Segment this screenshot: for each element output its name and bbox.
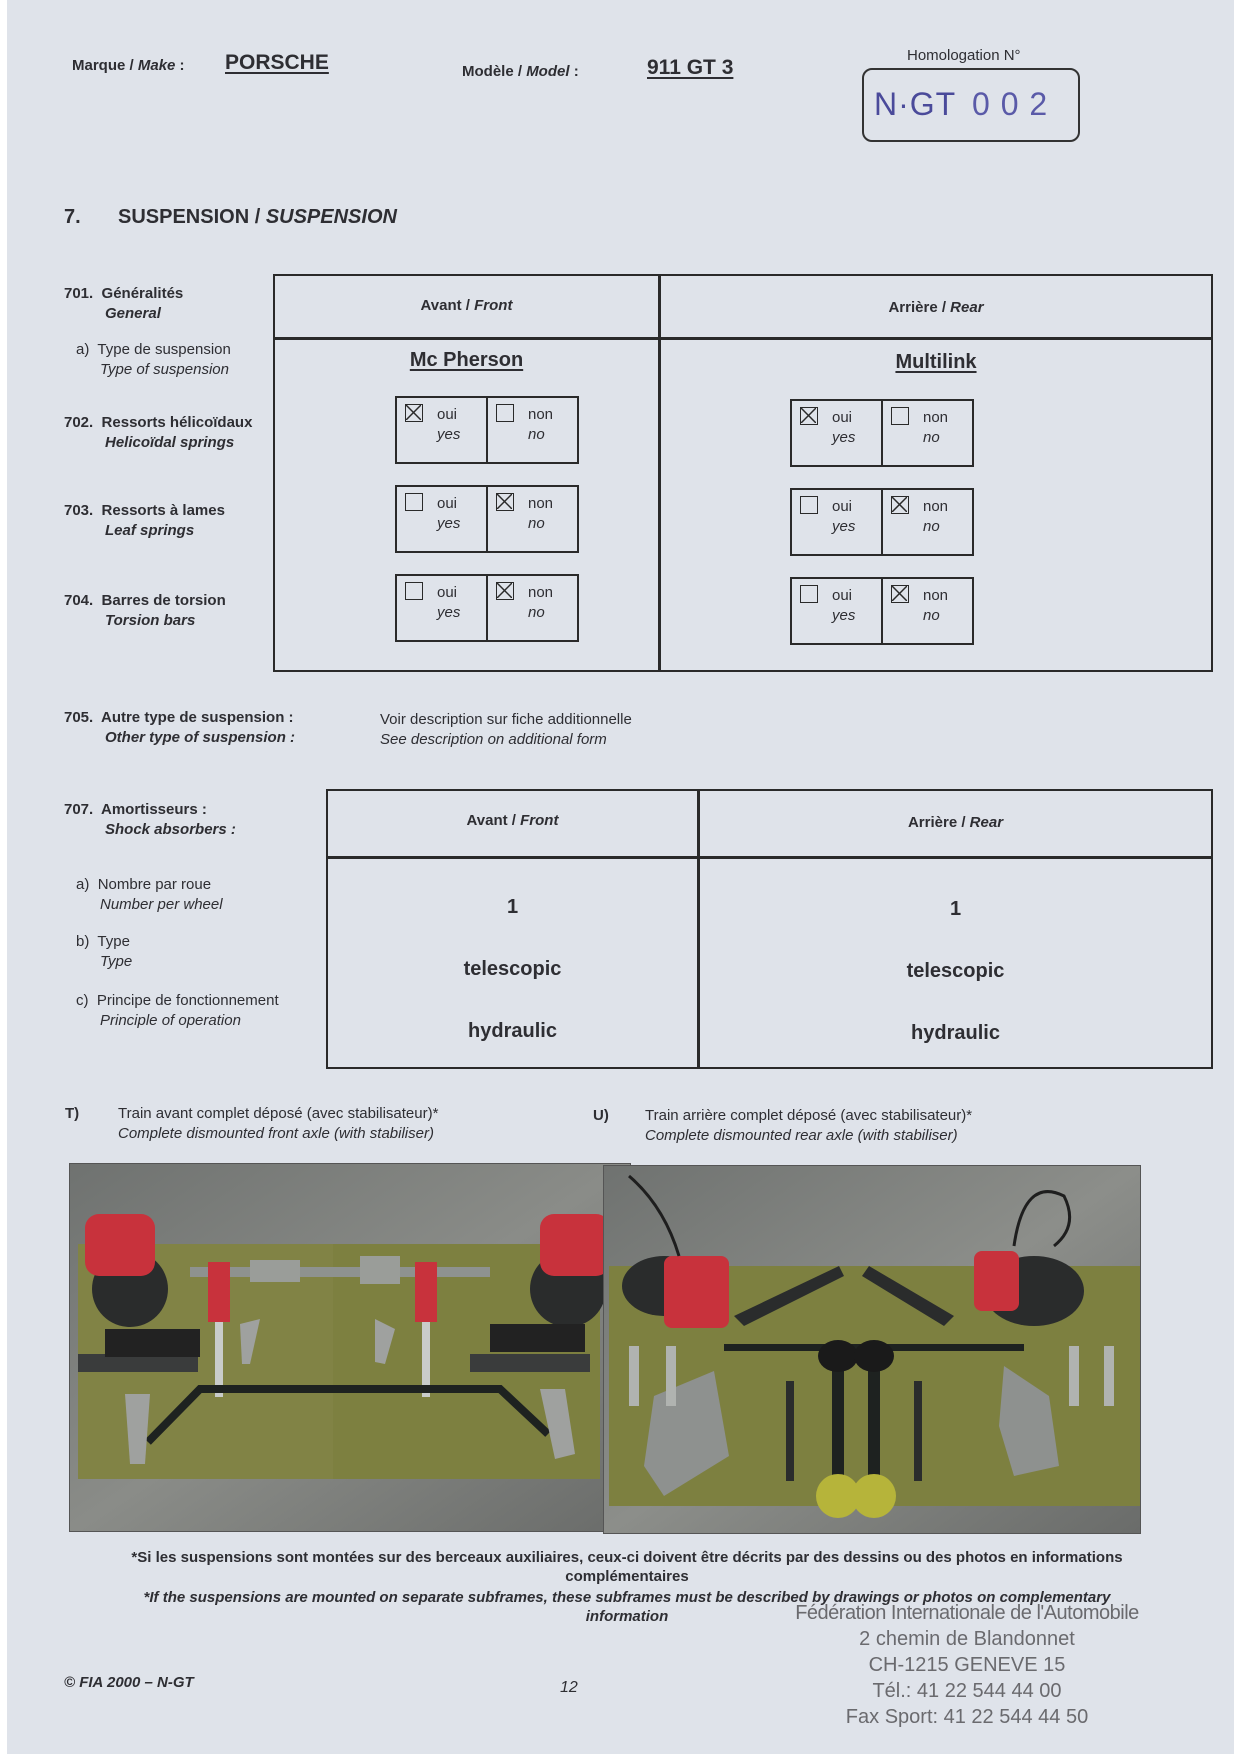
yes-label-fr: oui: [437, 495, 458, 512]
front-shock-type: telescopic: [463, 958, 562, 980]
shock-column-rear-en: Rear: [969, 814, 1004, 831]
yes-option[interactable]: [792, 490, 881, 554]
item-707c-fr: Principe de fonctionnement: [96, 992, 279, 1009]
rear-axle-photo: [603, 1165, 1141, 1534]
item-707a-en: Number per wheel: [100, 896, 223, 913]
item-702: [64, 413, 252, 453]
shock-table-header-divider: [326, 856, 1213, 859]
item-705: [64, 708, 295, 748]
page-number: 12: [560, 1679, 578, 1696]
checkbox-no[interactable]: [496, 404, 514, 422]
homologation-number: 0 0 2: [972, 86, 1049, 122]
yes-label-en: yes: [832, 607, 856, 624]
checkbox-yes[interactable]: [405, 404, 423, 422]
column-front-fr: Avant /: [420, 297, 475, 314]
photo-u-caption-en: Complete dismounted rear axle (with stabiliser): [645, 1127, 958, 1144]
item-707: [64, 800, 236, 840]
item-707c-en: Principle of operation: [100, 1012, 241, 1029]
stamp-line4: Tél.: 41 22 544 44 00: [872, 1680, 1062, 1702]
rear-suspension-type: Multilink: [895, 351, 977, 373]
item-707b-letter: b): [76, 933, 90, 950]
stamp-line5: Fax Sport: 41 22 544 44 50: [845, 1706, 1089, 1728]
item-705-value: [380, 710, 632, 750]
yes-option[interactable]: [792, 579, 881, 643]
rear-shock-principle: hydraulic: [911, 1022, 1000, 1044]
rear-shock-number: 1: [949, 898, 962, 920]
item-703-number: 703.: [64, 502, 94, 519]
yes-label-en: yes: [437, 604, 461, 621]
checkmark-x-icon: [892, 586, 907, 601]
yes-label-en: yes: [437, 515, 461, 532]
item-707a: [76, 875, 223, 915]
checkbox-yes[interactable]: [405, 582, 423, 600]
front-shock-number: 1: [506, 896, 519, 918]
item-701-en: General: [105, 305, 161, 322]
no-option[interactable]: [881, 401, 972, 465]
item-701: [64, 284, 183, 324]
item-703: [64, 501, 225, 541]
item-704-number: 704.: [64, 592, 94, 609]
item-701a-en: Type of suspension: [100, 361, 229, 378]
item-707c: [76, 991, 279, 1031]
item-705-value-en: See description on additional form: [380, 731, 607, 748]
footnote-fr-line2: complémentaires: [565, 1568, 689, 1585]
yes-option[interactable]: [397, 487, 486, 551]
make-label-en: Make: [137, 57, 176, 74]
item-704: [64, 591, 226, 631]
copyright: © FIA 2000 – N-GT: [64, 1674, 194, 1691]
rear-shock-type: telescopic: [906, 960, 1005, 982]
no-label-en: no: [923, 518, 940, 535]
footnote-fr-line1: *Si les suspensions sont montées sur des berceaux auxiliaires, ceux-ci doivent être décrits par des dessins ou des photos en informations: [131, 1549, 1123, 1566]
section-title-fr: SUSPENSION /: [118, 206, 266, 228]
item-705-number: 705.: [64, 709, 94, 726]
item-705-value-fr: Voir description sur fiche additionnelle: [380, 711, 632, 728]
no-label-fr: non: [923, 498, 949, 515]
no-option[interactable]: [486, 398, 577, 462]
leaf-springs-rear-choice: [790, 488, 974, 556]
shock-column-header-front: [328, 812, 697, 829]
model-label-en: Model: [526, 63, 570, 80]
photo-u-caption-fr: Train arrière complet déposé (avec stabilisateur)*: [645, 1107, 973, 1124]
checkbox-no[interactable]: [891, 496, 909, 514]
item-701-fr: Généralités: [101, 285, 184, 302]
no-option[interactable]: [486, 487, 577, 551]
item-707-number: 707.: [64, 801, 94, 818]
yes-label-fr: oui: [832, 409, 853, 426]
model-value: 911 GT 3: [647, 56, 734, 79]
no-label-fr: non: [528, 495, 554, 512]
checkmark-x-icon: [406, 405, 421, 420]
front-suspension-type: Mc Pherson: [409, 349, 524, 371]
shock-column-header-rear: [699, 814, 1212, 831]
column-front-en: Front: [474, 297, 513, 314]
homologation-box: [862, 68, 1080, 142]
photo-u-caption: [645, 1106, 972, 1146]
table-header-divider: [273, 337, 1213, 340]
checkbox-yes[interactable]: [800, 407, 818, 425]
model-label: [462, 63, 579, 80]
shock-column-front-en: Front: [520, 812, 559, 829]
yes-option[interactable]: [397, 576, 486, 640]
item-707a-fr: Nombre par roue: [97, 876, 212, 893]
checkmark-x-icon: [801, 408, 816, 423]
yes-label-fr: oui: [437, 406, 458, 423]
item-703-en: Leaf springs: [105, 522, 195, 539]
make-label: [72, 57, 185, 74]
yes-option[interactable]: [792, 401, 881, 465]
item-704-en: Torsion bars: [105, 612, 196, 629]
no-label-fr: non: [528, 584, 554, 601]
checkbox-no[interactable]: [891, 407, 909, 425]
photo-u-letter: U): [593, 1107, 609, 1124]
item-704-fr: Barres de torsion: [101, 592, 226, 609]
fia-address-stamp: [732, 1600, 1202, 1750]
photo-t-letter: T): [65, 1105, 80, 1122]
helicoidal-springs-rear-choice: [790, 399, 974, 467]
torsion-bars-rear-choice: [790, 577, 974, 645]
leaf-springs-front-choice: [395, 485, 579, 553]
yes-label-fr: oui: [832, 587, 853, 604]
make-colon: :: [175, 57, 185, 74]
stamp-line3: CH-1215 GENEVE 15: [868, 1654, 1066, 1676]
no-label-en: no: [528, 604, 545, 621]
no-label-fr: non: [528, 406, 554, 423]
photo-t-caption: [118, 1104, 438, 1144]
item-702-number: 702.: [64, 414, 94, 431]
checkbox-no[interactable]: [891, 585, 909, 603]
column-header-rear: [660, 299, 1212, 316]
make-value: PORSCHE: [225, 51, 329, 74]
table-divider: [658, 274, 661, 672]
no-option[interactable]: [881, 490, 972, 554]
column-rear-fr: Arrière /: [888, 299, 951, 316]
stamp-line2: 2 chemin de Blandonnet: [859, 1628, 1075, 1650]
checkbox-yes[interactable]: [800, 496, 818, 514]
item-707-fr: Amortisseurs :: [100, 801, 207, 818]
yes-label-en: yes: [437, 426, 461, 443]
document-page: [7, 0, 1234, 1754]
item-701a-fr: Type de suspension: [97, 341, 231, 358]
front-shock-principle: hydraulic: [468, 1020, 557, 1042]
yes-label-fr: oui: [437, 584, 458, 601]
helicoidal-springs-front-choice: [395, 396, 579, 464]
checkmark-x-icon: [497, 583, 512, 598]
yes-label-fr: oui: [832, 498, 853, 515]
item-703-fr: Ressorts à lames: [101, 502, 225, 519]
item-707a-letter: a): [76, 876, 90, 893]
no-label-en: no: [923, 607, 940, 624]
homologation-prefix: N·GT: [874, 86, 957, 122]
shock-column-front-fr: Avant /: [466, 812, 521, 829]
footnote-en-line2: information: [585, 1608, 669, 1625]
item-707-en: Shock absorbers :: [105, 821, 236, 838]
section-title-en: SUSPENSION: [265, 206, 397, 228]
item-707b: [76, 932, 132, 972]
item-707b-en: Type: [100, 953, 133, 970]
item-702-en: Helicoïdal springs: [105, 434, 235, 451]
section-title: [118, 206, 397, 229]
model-label-fr: Modèle /: [462, 63, 527, 80]
make-label-fr: Marque /: [72, 57, 138, 74]
torsion-bars-front-choice: [395, 574, 579, 642]
front-axle-photo: [69, 1163, 631, 1532]
model-colon: :: [569, 63, 579, 80]
no-label-en: no: [923, 429, 940, 446]
photo-t-caption-fr: Train avant complet déposé (avec stabilisateur)*: [118, 1105, 439, 1122]
column-rear-en: Rear: [950, 299, 984, 316]
item-701a: [76, 340, 231, 380]
shock-column-rear-fr: Arrière /: [907, 814, 970, 831]
section-number: 7.: [64, 206, 81, 228]
no-label-en: no: [528, 515, 545, 532]
item-705-fr: Autre type de suspension :: [100, 709, 294, 726]
yes-label-en: yes: [832, 429, 856, 446]
no-option[interactable]: [881, 579, 972, 643]
checkbox-no[interactable]: [496, 582, 514, 600]
stamp-line1: Fédération Internationale de l'Automobile: [795, 1602, 1139, 1624]
footnote-fr: [47, 1548, 1207, 1586]
item-702-fr: Ressorts hélicoïdaux: [101, 414, 253, 431]
checkbox-yes[interactable]: [405, 493, 423, 511]
column-header-front: [275, 297, 658, 314]
no-label-fr: non: [923, 409, 949, 426]
item-705-en: Other type of suspension :: [105, 729, 296, 746]
no-label-fr: non: [923, 587, 949, 604]
checkmark-x-icon: [892, 497, 907, 512]
no-option[interactable]: [486, 576, 577, 640]
checkbox-yes[interactable]: [800, 585, 818, 603]
footnote-en-line1: *If the suspensions are mounted on separate subframes, these subframes must be described by drawings or photos on complementary: [143, 1589, 1111, 1606]
item-701a-letter: a): [76, 341, 90, 358]
yes-label-en: yes: [832, 518, 856, 535]
item-707c-letter: c): [76, 992, 89, 1009]
checkmark-x-icon: [497, 494, 512, 509]
photo-t-caption-en: Complete dismounted front axle (with stabiliser): [118, 1125, 434, 1142]
homologation-label: Homologation N°: [907, 47, 1021, 64]
checkbox-no[interactable]: [496, 493, 514, 511]
item-701-number: 701.: [64, 285, 94, 302]
no-label-en: no: [528, 426, 545, 443]
item-707b-fr: Type: [97, 933, 130, 950]
yes-option[interactable]: [397, 398, 486, 462]
